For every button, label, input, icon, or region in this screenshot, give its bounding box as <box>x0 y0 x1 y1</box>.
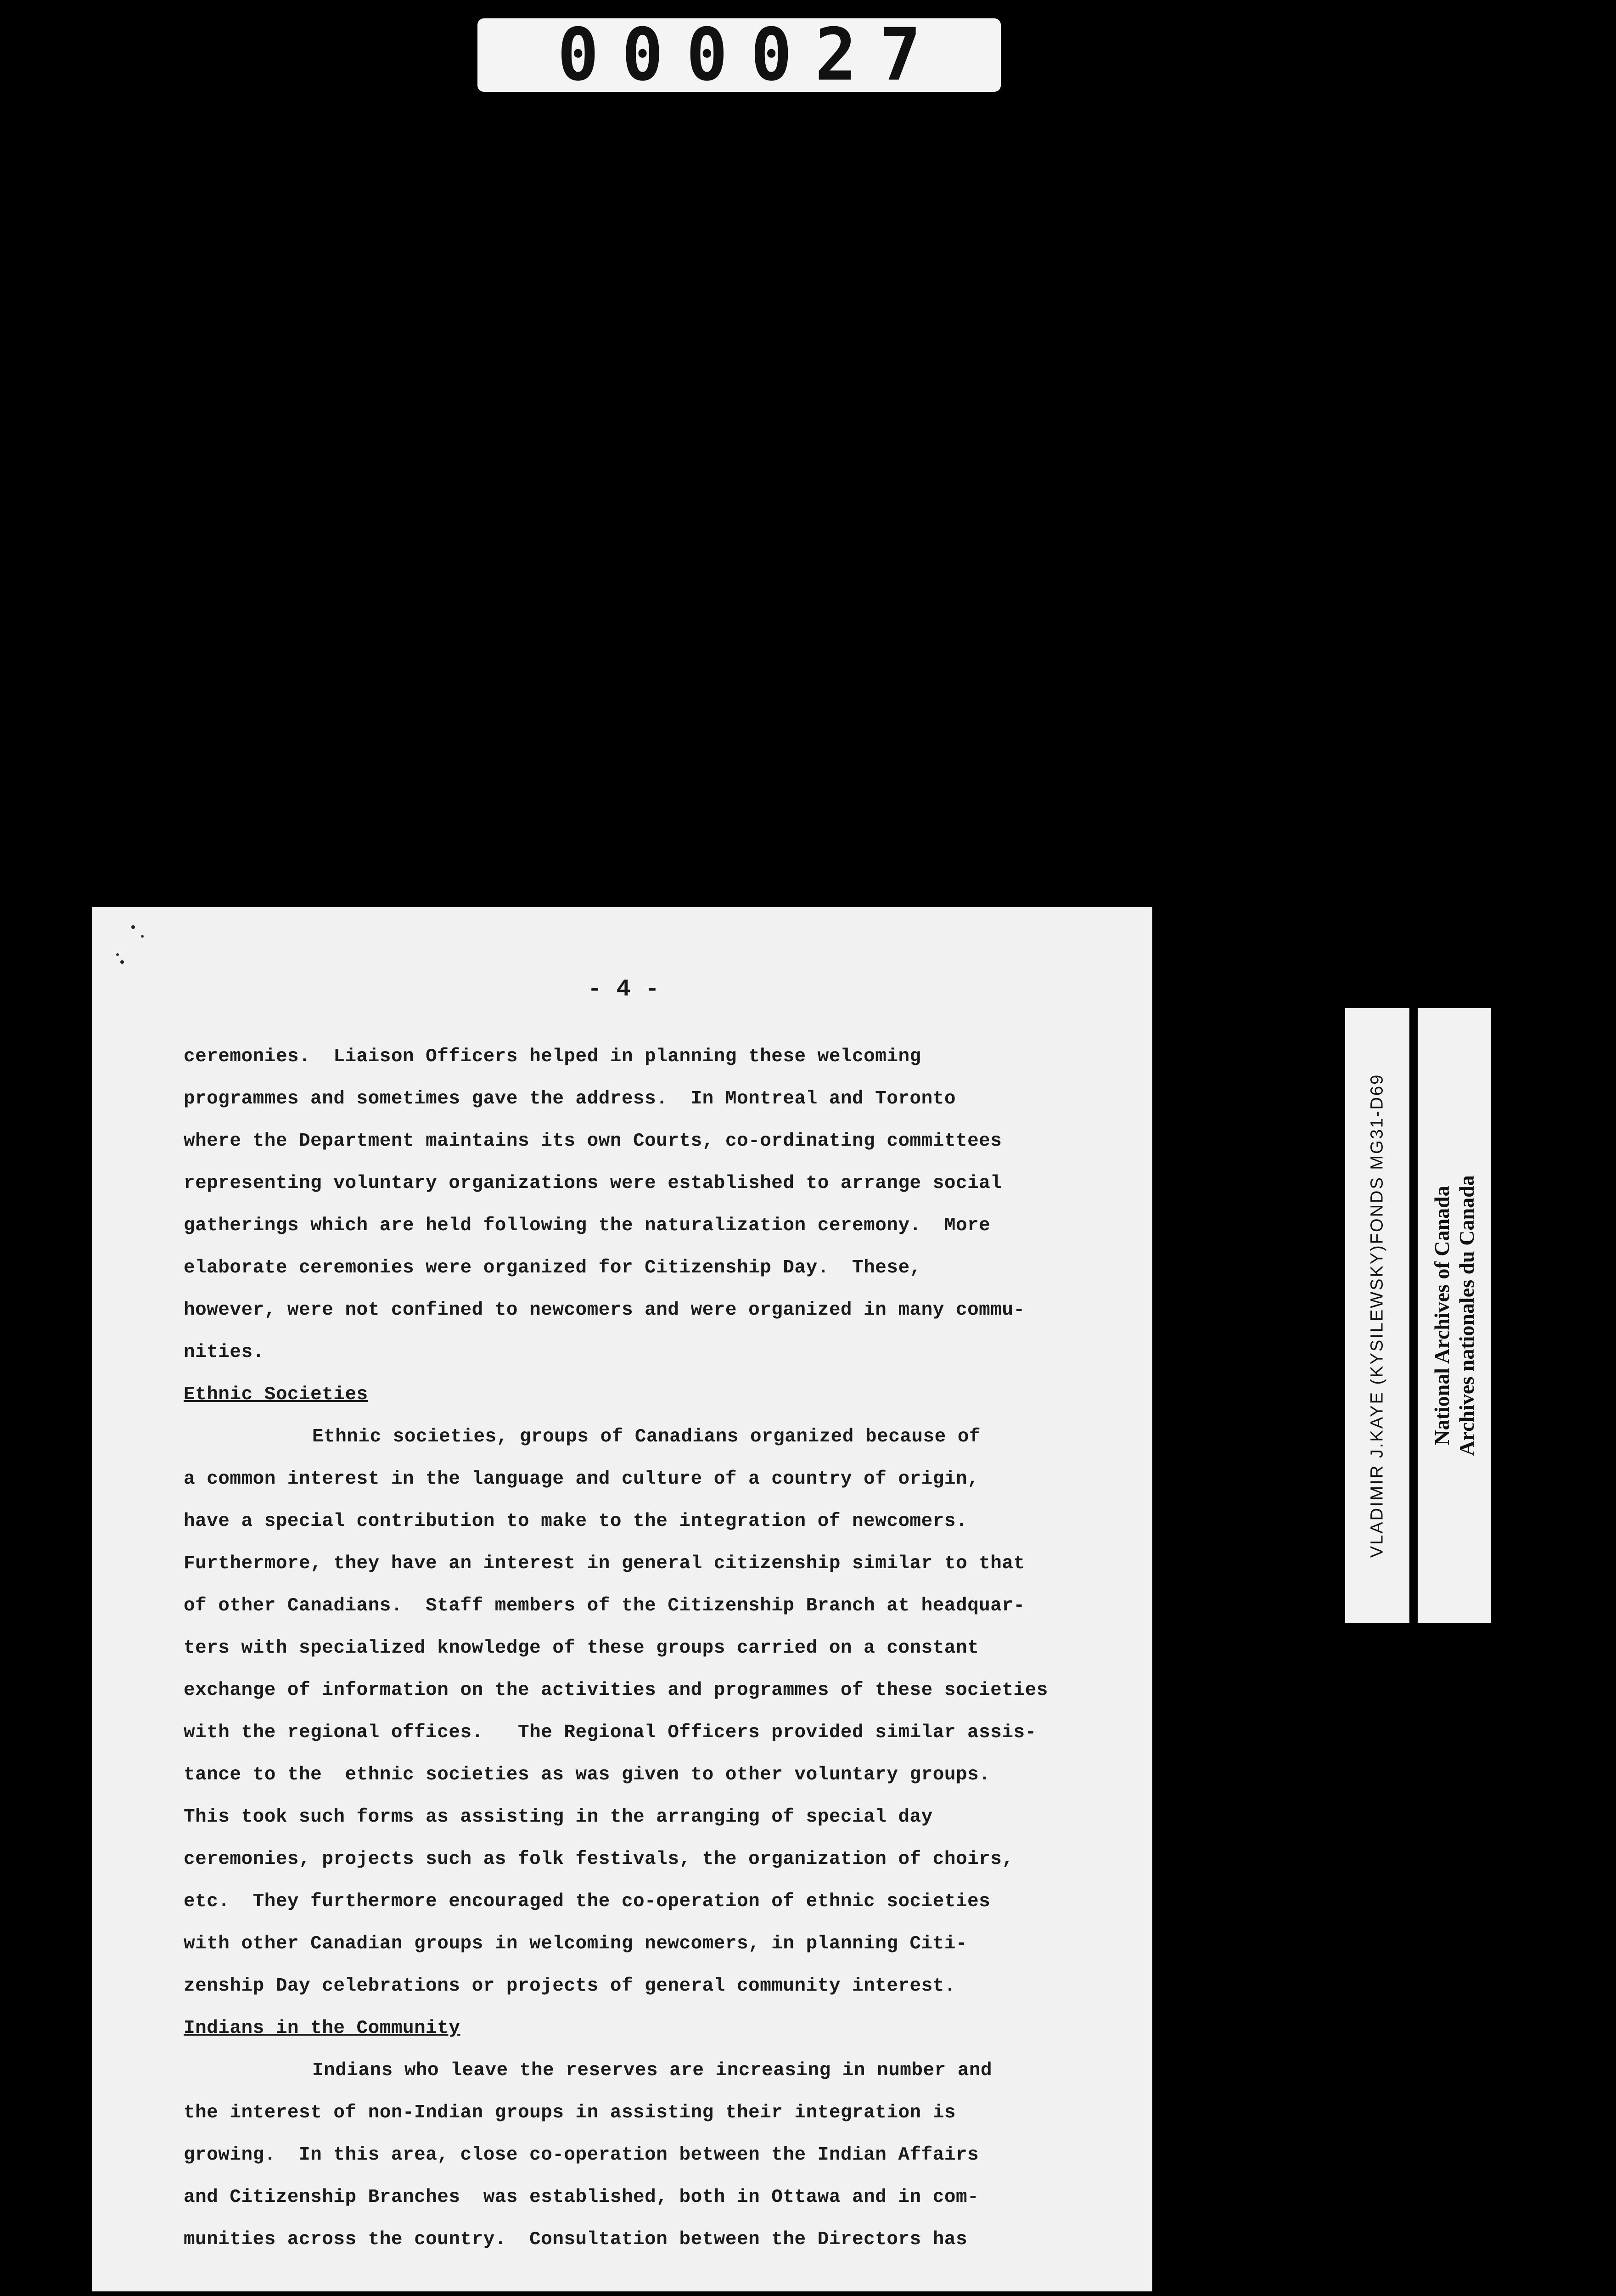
text-line <box>184 1035 1102 1078</box>
text-line-content: of other Canadians. Staff members of the Citizenship Branch at headquar- <box>184 1595 1025 1616</box>
text-line-content: exchange of information on the activities and programmes of these societies <box>184 1680 1048 1701</box>
text-line <box>184 1289 1102 1331</box>
text-line <box>184 1500 1102 1542</box>
text-line <box>184 1247 1102 1289</box>
text-line-content: munities across the country. Consultation between the Directors has <box>184 2229 968 2250</box>
text-line-content: nities. <box>184 1342 264 1363</box>
text-line <box>184 1458 1102 1500</box>
text-line-content: and Citizenship Branches was established, both in Ottawa and in com- <box>184 2187 979 2208</box>
text-line-content: ceremonies. Liaison Officers helped in planning these welcoming <box>184 1046 921 1067</box>
text-line-content: tance to the ethnic societies as was given to other voluntary groups. <box>184 1764 991 1785</box>
text-line-content: growing. In this area, close co-operation between the Indian Affairs <box>184 2144 979 2166</box>
text-line <box>184 1796 1102 1838</box>
frame-number-text: 000027 <box>557 13 944 97</box>
text-line-content: a common interest in the language and culture of a country of origin, <box>184 1469 979 1490</box>
archives-label <box>1418 1008 1491 1623</box>
page-number: - 4 - <box>588 976 660 1003</box>
text-line <box>184 2092 1102 2134</box>
archives-label-fr: Archives nationales du Canada <box>1455 1175 1478 1456</box>
text-line-content: with other Canadian groups in welcoming newcomers, in planning Citi- <box>184 1933 968 1954</box>
fonds-label <box>1345 1008 1409 1623</box>
text-line-content: have a special contribution to make to the integration of newcomers. <box>184 1511 968 1532</box>
text-line-content: gatherings which are held following the naturalization ceremony. More <box>184 1215 991 1236</box>
text-line-content: representing voluntary organizations were established to arrange social <box>184 1173 1002 1194</box>
text-line-content: This took such forms as assisting in the arranging of special day <box>184 1806 933 1828</box>
text-line <box>184 1585 1102 1627</box>
text-line <box>184 2176 1102 2218</box>
text-line-content: the interest of non-Indian groups in assisting their integration is <box>184 2102 956 2123</box>
text-line <box>184 2218 1102 2261</box>
text-line <box>184 2049 1102 2092</box>
text-line <box>184 1711 1102 1754</box>
text-line-content: ters with specialized knowledge of these groups carried on a constant <box>184 1638 979 1659</box>
text-line-content: zenship Day celebrations or projects of general community interest. <box>184 1975 956 1997</box>
section-heading-text: Indians in the Community <box>184 2018 460 2039</box>
text-line <box>184 1923 1102 1965</box>
dust-specks <box>110 921 147 976</box>
text-line-content: etc. They furthermore encouraged the co-operation of ethnic societies <box>184 1891 991 1912</box>
microfilm-frame-number <box>477 13 1001 97</box>
text-line-content: with the regional offices. The Regional Officers provided similar assis- <box>184 1722 1037 1743</box>
text-line <box>184 1542 1102 1585</box>
text-line-content: ceremonies, projects such as folk festivals, the organization of choirs, <box>184 1849 1014 1870</box>
archives-label-text <box>1430 1175 1479 1456</box>
text-line-content: Indians who leave the reserves are increasing in number and <box>312 2060 993 2081</box>
text-line <box>184 1838 1102 1880</box>
archive-labels <box>1345 1008 1491 1623</box>
text-line-content: where the Department maintains its own Courts, co-ordinating committees <box>184 1131 1002 1152</box>
section-heading <box>184 1373 1102 1416</box>
fonds-label-text: VLADIMIR J.KAYE (KYSILEWSKY)FONDS MG31-D69 <box>1367 1073 1387 1558</box>
text-line <box>184 1880 1102 1923</box>
text-line <box>184 1965 1102 2007</box>
text-line-content: however, were not confined to newcomers and were organized in many commu- <box>184 1300 1025 1321</box>
section-heading-text: Ethnic Societies <box>184 1384 368 1405</box>
text-line <box>184 1331 1102 1373</box>
text-line <box>184 1078 1102 1120</box>
text-line-content: Furthermore, they have an interest in general citizenship similar to that <box>184 1553 1025 1574</box>
document-page <box>92 907 1152 2291</box>
text-line <box>184 2134 1102 2176</box>
text-line <box>184 1627 1102 1669</box>
text-line <box>184 1416 1102 1458</box>
document-body <box>184 1035 1102 2261</box>
text-line <box>184 1754 1102 1796</box>
archives-label-en: National Archives of Canada <box>1430 1186 1453 1446</box>
text-line <box>184 1162 1102 1204</box>
text-line-content: programmes and sometimes gave the address. In Montreal and Toronto <box>184 1088 956 1109</box>
text-line-content: Ethnic societies, groups of Canadians organized because of <box>312 1426 981 1447</box>
text-line <box>184 1204 1102 1247</box>
text-line <box>184 1120 1102 1162</box>
text-line-content: elaborate ceremonies were organized for Citizenship Day. These, <box>184 1257 921 1278</box>
section-heading <box>184 2007 1102 2049</box>
text-line <box>184 1669 1102 1711</box>
